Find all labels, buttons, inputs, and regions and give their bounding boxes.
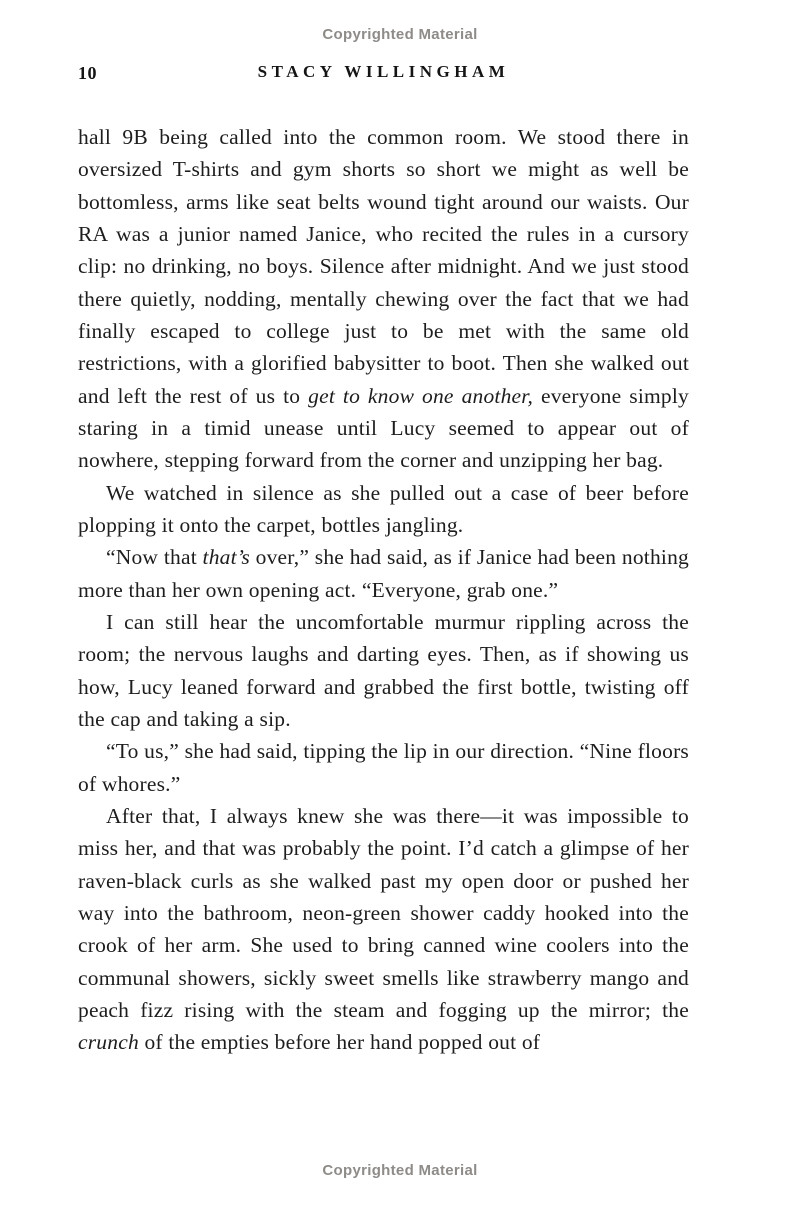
text-run: everyone simply staring in a timid unease until Lucy seemed to appear out of nowhere, stepping forward from the corner and unzipping her bag. <box>78 383 690 473</box>
text-run-italic: crunch <box>78 1030 139 1055</box>
paragraph <box>78 477 689 542</box>
paragraph <box>78 735 689 800</box>
text-run: We watched in silence as she pulled out a case of beer before plopping it onto the carpet, bottles jangling. <box>78 480 689 537</box>
text-run-italic: get to know one another, <box>308 383 534 408</box>
text-run: “To us,” she had said, tipping the lip in our direction. “Nine floors of whores.” <box>78 739 689 796</box>
running-header-author: STACY WILLINGHAM <box>257 62 510 81</box>
page-number: 10 <box>78 63 97 83</box>
text-run: “Now that <box>106 545 203 570</box>
body-text <box>78 121 689 1059</box>
text-run: of the empties before her hand popped out of <box>138 1030 541 1055</box>
paragraph <box>78 121 689 477</box>
copyright-notice-bottom: Copyrighted Material <box>322 1162 478 1179</box>
text-run: I can still hear the uncomfortable murmur rippling across the room; the nervous laughs and darting eyes. Then, as if showing us how, Lucy leaned forward and grabbed the first bottle, twisting off the cap and taking a sip. <box>78 609 689 731</box>
copyright-notice-top: Copyrighted Material <box>322 26 478 43</box>
paragraph <box>78 606 689 735</box>
paragraph <box>78 541 689 606</box>
text-run: After that, I always knew she was there—it was impossible to miss her, and that was probably the point. I’d catch a glimpse of her raven-black curls as she walked past my open door or pushed her way into the bathroom, neon-green shower caddy hooked into the crook of her arm. She used to bring canned wine coolers into the communal showers, sickly sweet smells like strawberry mango and peach fizz rising with the steam and fogging up the mirror; the <box>78 803 689 1022</box>
running-header <box>78 62 689 82</box>
text-run: over,” she had said, as if Janice had been nothing more than her own opening act. “Everyone, grab one.” <box>78 545 689 602</box>
paragraph <box>78 800 689 1059</box>
text-run: hall 9B being called into the common room. We stood there in oversized T-shirts and gym shorts so short we might as well be bottomless, arms like seat belts wound tight around our waists. Our RA was a junior named Janice, who recited the rules in a cursory clip: no drinking, no boys. Silence after midnight. And we just stood there quietly, nodding, mentally chewing over the fact that we had finally escaped to college just to be met with the same old restrictions, with a glorified babysitter to boot. Then she walked out and left the rest of us to <box>78 125 689 408</box>
text-run-italic: that’s <box>202 545 250 570</box>
